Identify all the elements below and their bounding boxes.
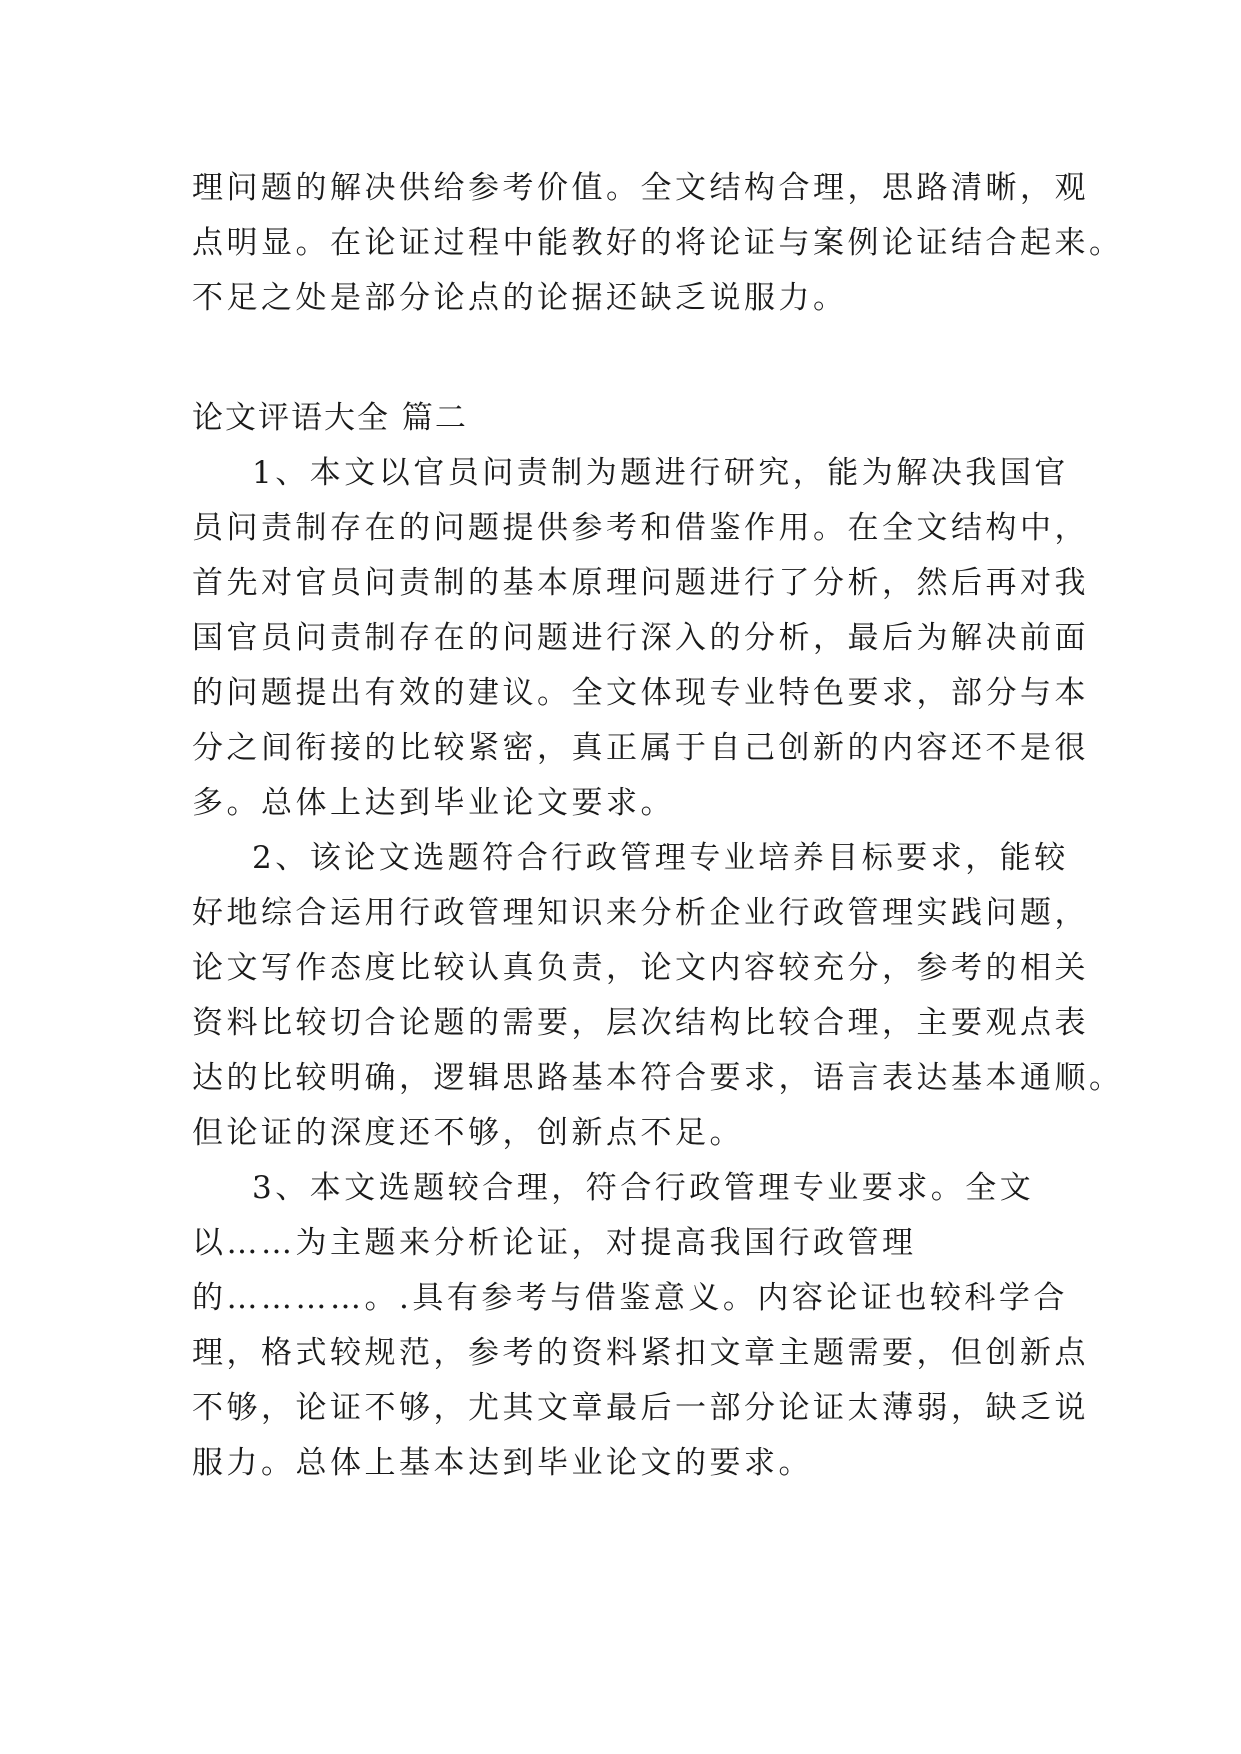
paragraph-2-line-4: 资料比较切合论题的需要，层次结构比较合理，主要观点表 — [192, 1005, 1089, 1041]
paragraph-3-line-2: 以……为主题来分析论证，对提高我国行政管理 — [192, 1225, 917, 1261]
intro-line-2: 点明显。在论证过程中能教好的将论证与案例论证结合起来。 — [192, 225, 1124, 261]
paragraph-3-line-3: 的…………。.具有参考与借鉴意义。内容论证也较科学合 — [192, 1280, 1068, 1316]
paragraph-1-line-5: 的问题提出有效的建议。全文体现专业特色要求，部分与本 — [192, 675, 1089, 711]
paragraph-1-line-3: 首先对官员问责制的基本原理问题进行了分析，然后再对我 — [192, 565, 1089, 601]
paragraph-2-line-1: 2、该论文选题符合行政管理专业培养目标要求，能较 — [252, 840, 1069, 876]
paragraph-3-line-1: 3、本文选题较合理，符合行政管理专业要求。全文 — [252, 1170, 1035, 1206]
paragraph-1-line-6: 分之间衔接的比较紧密，真正属于自己创新的内容还不是很 — [192, 730, 1089, 766]
intro-line-3: 不足之处是部分论点的论据还缺乏说服力。 — [192, 280, 848, 316]
paragraph-2-line-5: 达的比较明确，逻辑思路基本符合要求，语言表达基本通顺。 — [192, 1060, 1124, 1096]
paragraph-1-line-7: 多。总体上达到毕业论文要求。 — [192, 785, 675, 821]
paragraph-3-line-5: 不够，论证不够，尤其文章最后一部分论证太薄弱，缺乏说 — [192, 1390, 1089, 1426]
paragraph-1-line-4: 国官员问责制存在的问题进行深入的分析，最后为解决前面 — [192, 620, 1089, 656]
paragraph-2-line-3: 论文写作态度比较认真负责，论文内容较充分，参考的相关 — [192, 950, 1089, 986]
paragraph-2-line-2: 好地综合运用行政管理知识来分析企业行政管理实践问题， — [192, 895, 1089, 931]
section-heading: 论文评语大全 篇二 — [192, 400, 468, 436]
paragraph-1-line-1: 1、本文以官员问责制为题进行研究，能为解决我国官 — [252, 455, 1069, 491]
paragraph-1-line-2: 员问责制存在的问题提供参考和借鉴作用。在全文结构中， — [192, 510, 1089, 546]
paragraph-3-line-4: 理，格式较规范，参考的资料紧扣文章主题需要，但创新点 — [192, 1335, 1089, 1371]
intro-line-1: 理问题的解决供给参考价值。全文结构合理，思路清晰，观 — [192, 170, 1089, 206]
paragraph-2-line-6: 但论证的深度还不够，创新点不足。 — [192, 1115, 744, 1151]
paragraph-3-line-6: 服力。总体上基本达到毕业论文的要求。 — [192, 1445, 813, 1481]
